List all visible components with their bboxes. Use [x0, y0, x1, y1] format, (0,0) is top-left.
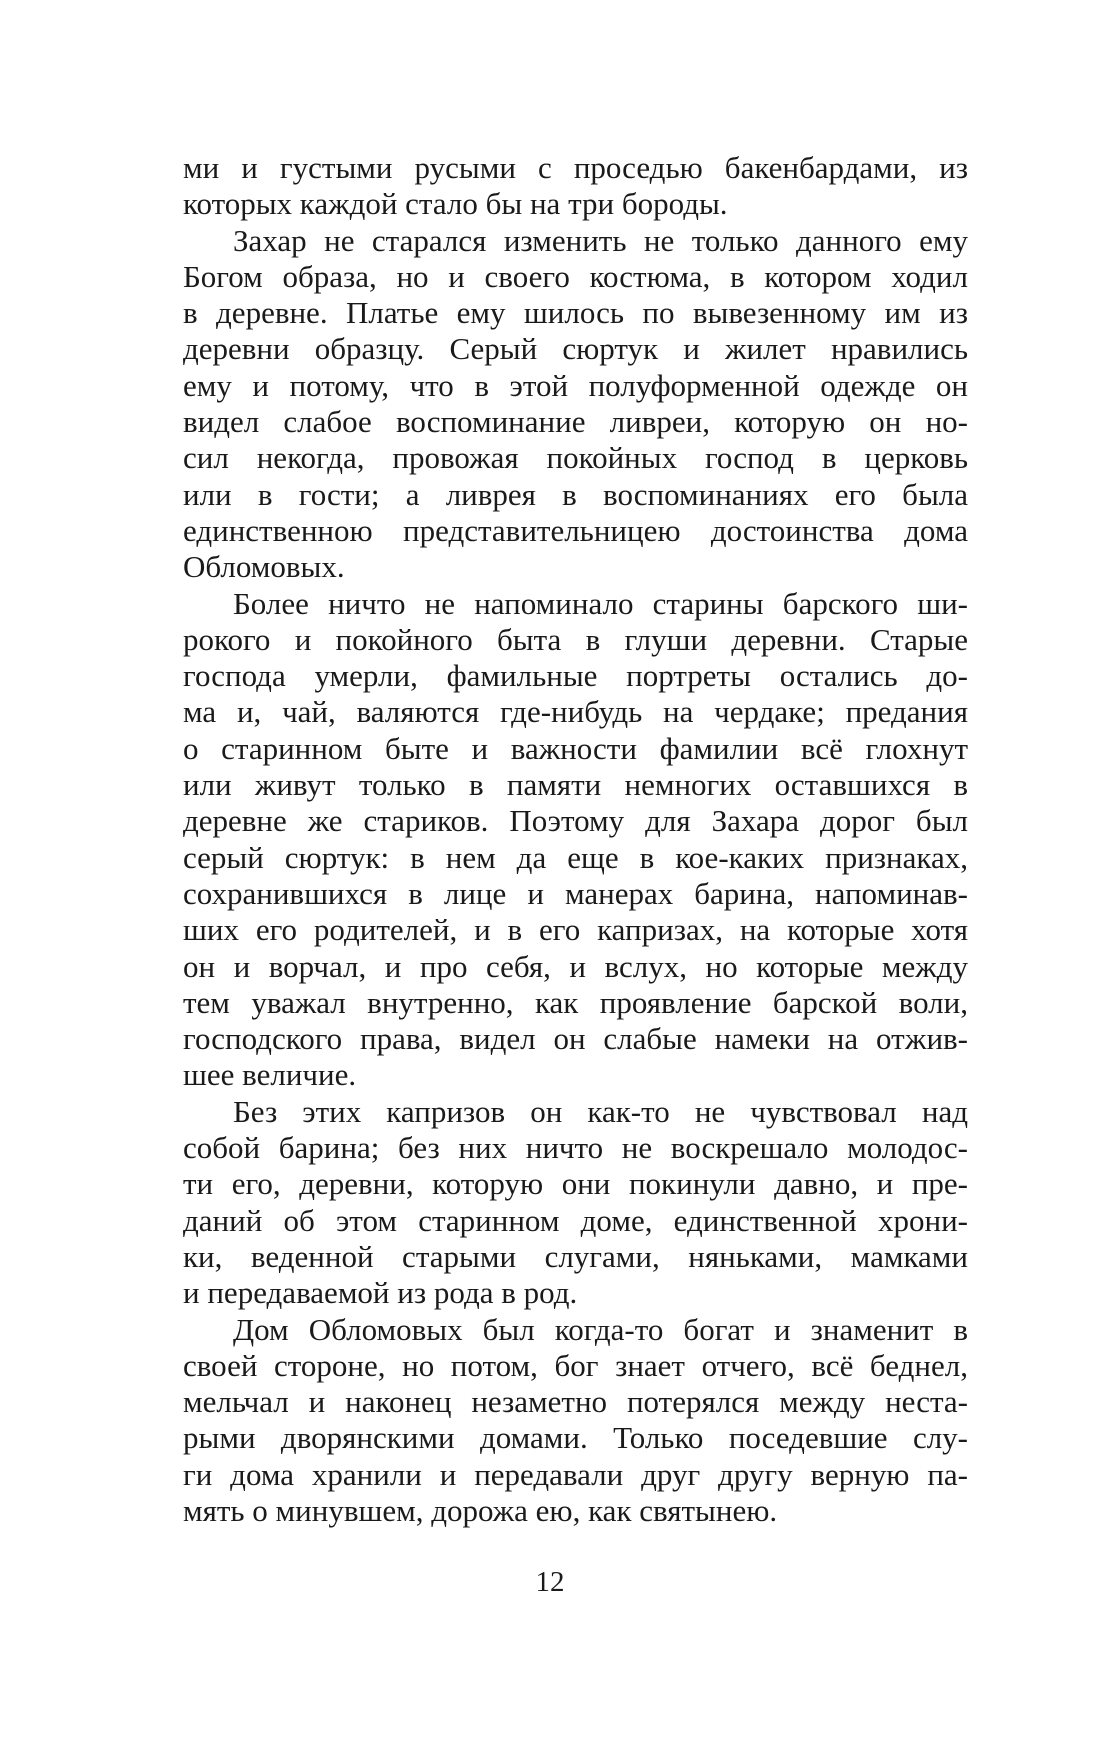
paragraph	[183, 150, 968, 223]
paragraph	[183, 1094, 968, 1312]
text-line: ги дома хранили и передавали друг другу верную па-	[183, 1456, 968, 1492]
paragraph	[183, 1312, 968, 1530]
text-line: господского права, видел он слабые намеки на отжив-	[183, 1021, 968, 1057]
text-line: которых каждой стало бы на три бороды.	[183, 186, 728, 222]
text-line: ки, веденной старыми слугами, няньками, мамками	[183, 1238, 968, 1274]
text-line: о старинном быте и важности фамилии всё глохнут	[183, 730, 968, 766]
text-line: даний об этом старинном доме, единственной хрони-	[183, 1202, 968, 1238]
text-line: видел слабое воспоминание ливреи, которую он но-	[183, 404, 968, 440]
text-line: Без этих капризов он как-то не чувствовал над	[233, 1093, 968, 1129]
text-line: он и ворчал, и про себя, и вслух, но которые между	[183, 948, 968, 984]
paragraph	[183, 586, 968, 1094]
text-line: ма и, чай, валяются где-нибудь на чердаке; предания	[183, 694, 968, 730]
text-line: ми и густыми русыми с проседью бакенбардами, из	[183, 150, 968, 185]
text-line: или живут только в памяти немногих оставшихся в	[183, 767, 968, 803]
body-text	[183, 150, 968, 1529]
text-line: сил некогда, провожая покойных господ в церковь	[183, 440, 968, 476]
text-line: тем уважал внутренно, как проявление барской воли,	[183, 984, 968, 1020]
text-line: Захар не старался изменить не только данного ему	[233, 222, 968, 258]
text-line: и передаваемой из рода в род.	[183, 1275, 578, 1311]
text-line: собой барина; без них ничто не воскрешало молодос-	[183, 1130, 968, 1166]
text-line: своей стороне, но потом, бог знает отчего, всё беднел,	[183, 1347, 968, 1383]
text-line: мять о минувшем, дорожа ею, как святынею.	[183, 1492, 778, 1528]
text-line: ти его, деревни, которую они покинули давно, и пре-	[183, 1166, 968, 1202]
text-line: или в гости; а ливрея в воспоминаниях его была	[183, 476, 968, 512]
page-number: 12	[535, 1566, 565, 1598]
text-line: деревни образцу. Серый сюртук и жилет нравились	[183, 331, 968, 367]
text-line: Богом образа, но и своего костюма, в котором ходил	[183, 258, 968, 294]
text-line: ему и потому, что в этой полуформенной одежде он	[183, 367, 968, 403]
text-line: ших его родителей, и в его капризах, на которые хотя	[183, 912, 968, 948]
text-line: единственною представительницею достоинства дома	[183, 512, 968, 548]
paragraph	[183, 223, 968, 586]
text-line: рыми дворянскими домами. Только поседевшие слу-	[183, 1420, 968, 1456]
text-line: деревне же стариков. Поэтому для Захара дорог был	[183, 803, 968, 839]
text-line: в деревне. Платье ему шилось по вывезенному им из	[183, 295, 968, 331]
text-line: мельчал и наконец незаметно потерялся между неста-	[183, 1384, 968, 1420]
text-line: Обломовых.	[183, 549, 345, 585]
text-line: Дом Обломовых был когда-то богат и знаменит в	[233, 1311, 968, 1347]
text-line: серый сюртук: в нем да еще в кое-каких признаках,	[183, 839, 968, 875]
text-line: рокого и покойного быта в глуши деревни. Старые	[183, 621, 968, 657]
text-line: господа умерли, фамильные портреты остались до-	[183, 658, 968, 694]
text-line: Более ничто не напоминало старины барского ши-	[233, 585, 968, 621]
text-line: шее величие.	[183, 1057, 357, 1093]
text-line: сохранившихся в лице и манерах барина, напоминав-	[183, 875, 968, 911]
